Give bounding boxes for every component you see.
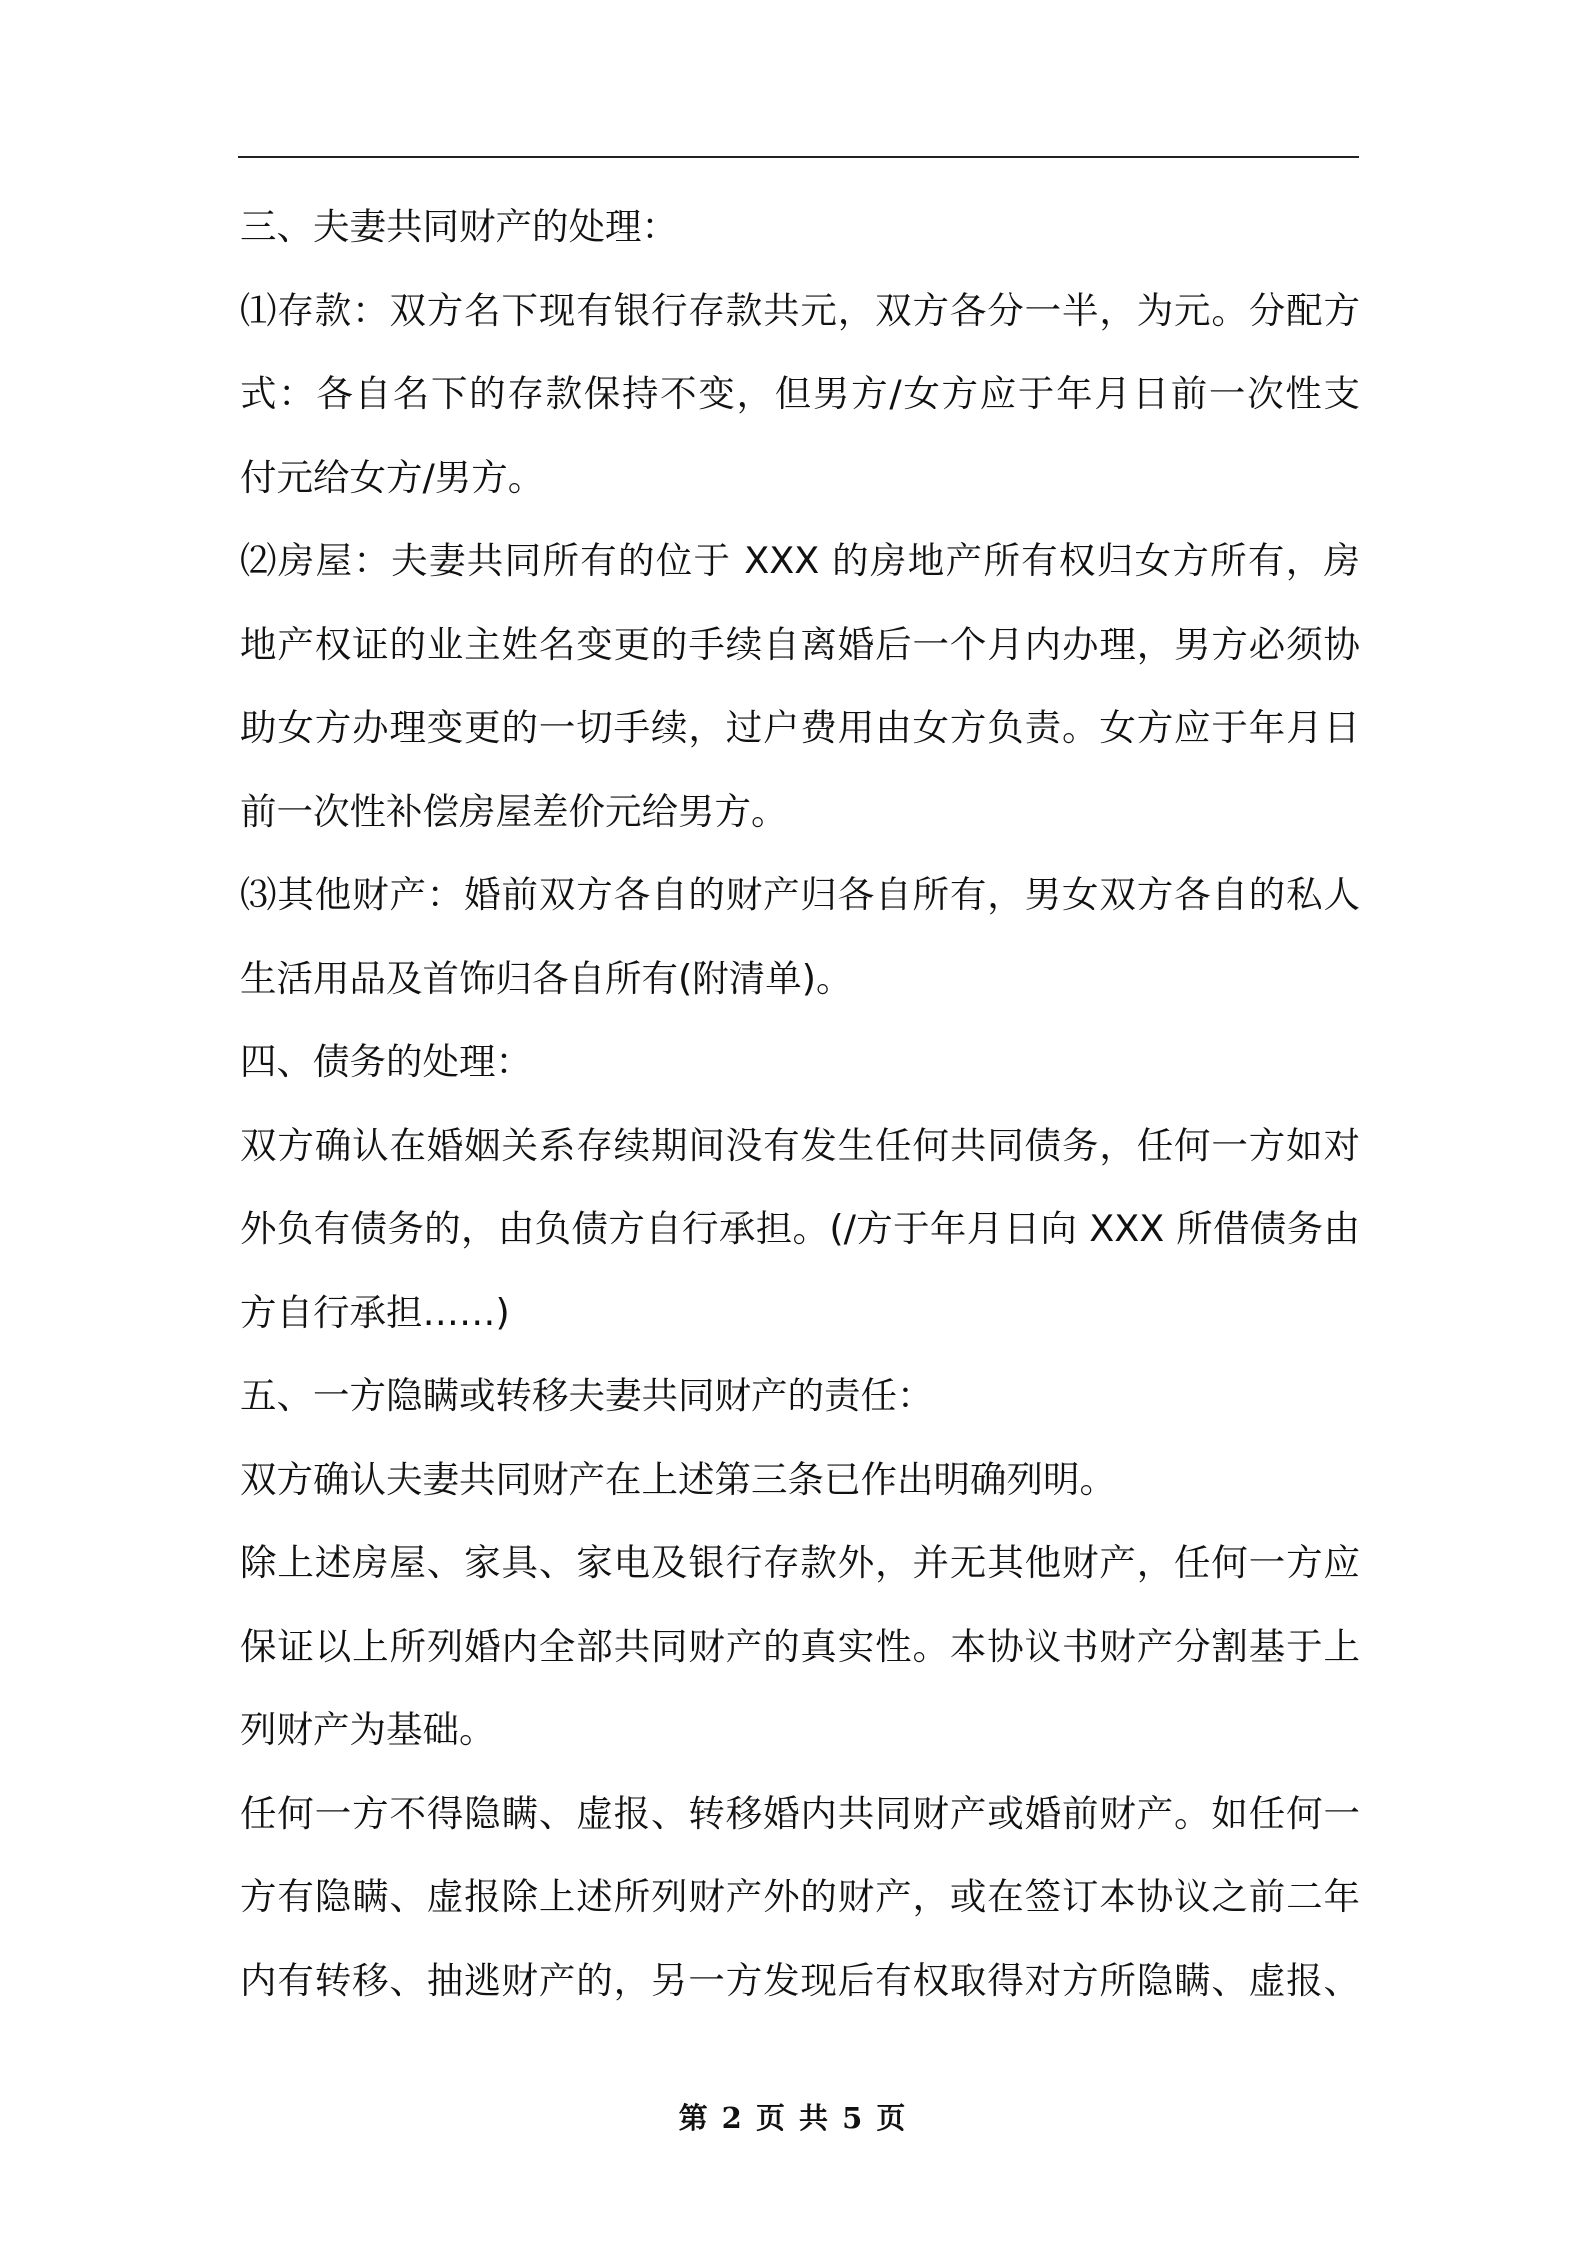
text-line: 式：各自名下的存款保持不变，但男方/女方应于年月日前一次性支 [240,372,1360,415]
text-line: 四、债务的处理： [240,1040,532,1083]
text-line: 付元给女方/男方。 [240,455,545,499]
text-line: 列财产为基础。 [240,1708,496,1751]
text-line: 除上述房屋、家具、家电及银行存款外，并无其他财产，任何一方应 [240,1541,1360,1584]
text-line: 外负有债务的，由负债方自行承担。(/方于年月日向 XXX 所借债务由 [240,1207,1360,1250]
document-body [240,185,1360,2022]
text-line: 五、一方隐瞒或转移夫妻共同财产的责任： [240,1374,934,1417]
text-line: 双方确认夫妻共同财产在上述第三条已作出明确列明。 [240,1457,1116,1501]
page-number: 第 2 页 共 5 页 [678,2101,908,2135]
text-line: 任何一方不得隐瞒、虚报、转移婚内共同财产或婚前财产。如任何一 [240,1791,1360,1835]
text-line: ⑴存款：双方名下现有银行存款共元，双方各分一半，为元。分配方 [240,288,1360,332]
text-line: 双方确认在婚姻关系存续期间没有发生任何共同债务，任何一方如对 [240,1123,1360,1167]
text-line: 内有转移、抽逃财产的，另一方发现后有权取得对方所隐瞒、虚报、 [240,1958,1360,2002]
header-rule [238,156,1359,158]
text-line: ⑵房屋：夫妻共同所有的位于 XXX 的房地产所有权归女方所有，房 [240,539,1360,582]
text-line: 三、夫妻共同财产的处理： [240,205,678,248]
text-line: 前一次性补偿房屋差价元给男方。 [240,789,788,833]
text-line: 地产权证的业主姓名变更的手续自离婚后一个月内办理，男方必须协 [240,622,1360,666]
text-line: 助女方办理变更的一切手续，过户费用由女方负责。女方应于年月日 [240,706,1360,749]
text-line: 保证以上所列婚内全部共同财产的真实性。本协议书财产分割基于上 [240,1624,1360,1668]
text-line: 方自行承担……) [240,1290,510,1334]
text-line: ⑶其他财产：婚前双方各自的财产归各自所有，男女双方各自的私人 [240,873,1360,916]
text-line: 方有隐瞒、虚报除上述所列财产外的财产，或在签订本协议之前二年 [240,1875,1360,1918]
text-line: 生活用品及首饰归各自所有(附清单)。 [240,956,853,1000]
